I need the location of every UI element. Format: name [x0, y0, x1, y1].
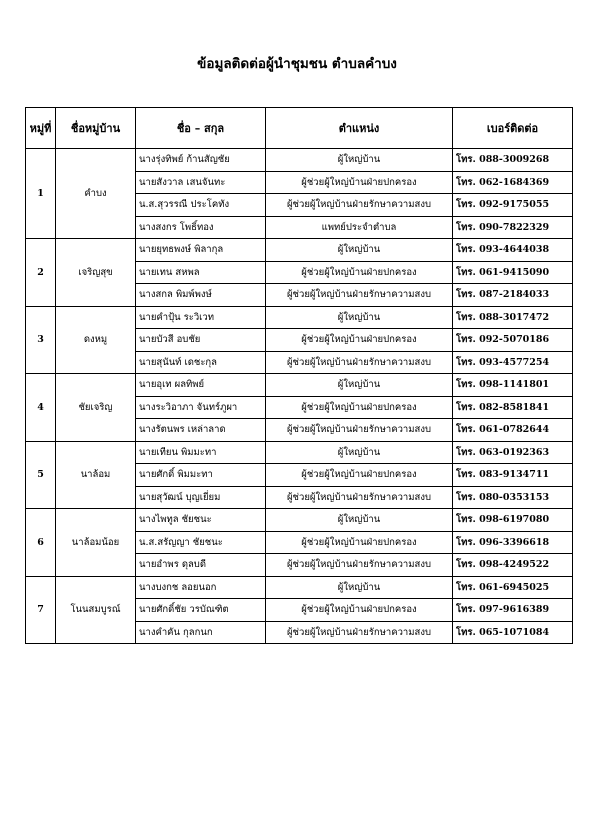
header-full-name: ชื่อ – สกุล [136, 108, 266, 149]
position-cell: ผู้ใหญ่บ้าน [266, 239, 453, 262]
position-cell: ผู้ช่วยผู้ใหญ่บ้านฝ่ายรักษาความสงบ [266, 284, 453, 307]
position-cell: ผู้ช่วยผู้ใหญ่บ้านฝ่ายปกครอง [266, 396, 453, 419]
position-cell: ผู้ใหญ่บ้าน [266, 374, 453, 397]
position-cell: ผู้ช่วยผู้ใหญ่บ้านฝ่ายรักษาความสงบ [266, 554, 453, 577]
header-position: ตำแหน่ง [266, 108, 453, 149]
phone-cell: โทร. 087-2184033 [453, 284, 573, 307]
moo-number-cell: 6 [26, 509, 56, 577]
position-cell: ผู้ช่วยผู้ใหญ่บ้านฝ่ายปกครอง [266, 171, 453, 194]
person-name-cell: นางระวิอาภา จันทร์ภูผา [136, 396, 266, 419]
village-name-cell: ดงหมู [56, 306, 136, 374]
person-name-cell: นางรัตนพร เหล่าลาด [136, 419, 266, 442]
position-cell: ผู้ใหญ่บ้าน [266, 509, 453, 532]
village-name-cell: นาล้อมน้อย [56, 509, 136, 577]
moo-number-cell: 4 [26, 374, 56, 442]
position-cell: ผู้ช่วยผู้ใหญ่บ้านฝ่ายรักษาความสงบ [266, 194, 453, 217]
position-cell: ผู้ใหญ่บ้าน [266, 576, 453, 599]
phone-cell: โทร. 088-3009268 [453, 149, 573, 172]
phone-cell: โทร. 093-4577254 [453, 351, 573, 374]
person-name-cell: นายสังวาล เสนจันทะ [136, 171, 266, 194]
position-cell: ผู้ช่วยผู้ใหญ่บ้านฝ่ายรักษาความสงบ [266, 621, 453, 644]
person-name-cell: นางบงกช ลอยนอก [136, 576, 266, 599]
person-name-cell: นายคำปุ้น ระวิเวท [136, 306, 266, 329]
person-name-cell: นางคำคัน กุลกนก [136, 621, 266, 644]
position-cell: ผู้ช่วยผู้ใหญ่บ้านฝ่ายรักษาความสงบ [266, 486, 453, 509]
table-body [26, 149, 573, 644]
table-row [26, 149, 573, 172]
phone-cell: โทร. 080-0353153 [453, 486, 573, 509]
phone-cell: โทร. 098-6197080 [453, 509, 573, 532]
phone-cell: โทร. 061-6945025 [453, 576, 573, 599]
phone-cell: โทร. 097-9616389 [453, 599, 573, 622]
position-cell: ผู้ช่วยผู้ใหญ่บ้านฝ่ายรักษาความสงบ [266, 351, 453, 374]
person-name-cell: นางสกล พิมพ์พงษ์ [136, 284, 266, 307]
position-cell: ผู้ช่วยผู้ใหญ่บ้านฝ่ายปกครอง [266, 261, 453, 284]
contacts-table [25, 107, 573, 644]
moo-number-cell: 7 [26, 576, 56, 644]
person-name-cell: นายอุเท ผลทิพย์ [136, 374, 266, 397]
table-row [26, 306, 573, 329]
person-name-cell: น.ส.สุวรรณี ประโคทัง [136, 194, 266, 217]
person-name-cell: นายยุทธพงษ์ พิลากุล [136, 239, 266, 262]
person-name-cell: น.ส.สรัญญา ชัยชนะ [136, 531, 266, 554]
position-cell: ผู้ช่วยผู้ใหญ่บ้านฝ่ายปกครอง [266, 464, 453, 487]
phone-cell: โทร. 063-0192363 [453, 441, 573, 464]
phone-cell: โทร. 098-1141801 [453, 374, 573, 397]
table-row [26, 441, 573, 464]
page-title: ข้อมูลติดต่อผู้นำชุมชน ตำบลคำบง [197, 56, 397, 72]
person-name-cell: นายศักดิ์ พิมมะทา [136, 464, 266, 487]
person-name-cell: นางไพทูล ชัยชนะ [136, 509, 266, 532]
person-name-cell: นายเทียน พิมมะทา [136, 441, 266, 464]
position-cell: ผู้ช่วยผู้ใหญ่บ้านฝ่ายปกครอง [266, 531, 453, 554]
person-name-cell: นายเทน สหพล [136, 261, 266, 284]
phone-cell: โทร. 061-0782644 [453, 419, 573, 442]
moo-number-cell: 5 [26, 441, 56, 509]
village-name-cell: เจริญสุข [56, 239, 136, 307]
phone-cell: โทร. 062-1684369 [453, 171, 573, 194]
table-row [26, 239, 573, 262]
village-name-cell: ชัยเจริญ [56, 374, 136, 442]
person-name-cell: นายบัวสี อบชัย [136, 329, 266, 352]
position-cell: ผู้ช่วยผู้ใหญ่บ้านฝ่ายปกครอง [266, 329, 453, 352]
person-name-cell: นายสุนันท์ เดชะกุล [136, 351, 266, 374]
phone-cell: โทร. 098-4249522 [453, 554, 573, 577]
position-cell: ผู้ช่วยผู้ใหญ่บ้านฝ่ายรักษาความสงบ [266, 419, 453, 442]
village-name-cell: โนนสมบูรณ์ [56, 576, 136, 644]
phone-cell: โทร. 096-3396618 [453, 531, 573, 554]
village-name-cell: นาล้อม [56, 441, 136, 509]
phone-cell: โทร. 083-9134711 [453, 464, 573, 487]
person-name-cell: นายสุวัฒน์ บุญเยี่ยม [136, 486, 266, 509]
header-moo-no: หมู่ที่ [26, 108, 56, 149]
position-cell: ผู้ใหญ่บ้าน [266, 306, 453, 329]
position-cell: แพทย์ประจำตำบล [266, 216, 453, 239]
phone-cell: โทร. 088-3017472 [453, 306, 573, 329]
table-row [26, 509, 573, 532]
phone-cell: โทร. 092-5070186 [453, 329, 573, 352]
phone-cell: โทร. 065-1071084 [453, 621, 573, 644]
person-name-cell: นายอำพร ดุลบดี [136, 554, 266, 577]
position-cell: ผู้ช่วยผู้ใหญ่บ้านฝ่ายปกครอง [266, 599, 453, 622]
table-header-row [26, 108, 573, 149]
person-name-cell: นางรุ่งทิพย์ ก้านสัญชัย [136, 149, 266, 172]
village-name-cell: คำบง [56, 149, 136, 239]
table-row [26, 576, 573, 599]
phone-cell: โทร. 092-9175055 [453, 194, 573, 217]
phone-cell: โทร. 093-4644038 [453, 239, 573, 262]
phone-cell: โทร. 090-7822329 [453, 216, 573, 239]
phone-cell: โทร. 082-8581841 [453, 396, 573, 419]
header-phone: เบอร์ติดต่อ [453, 108, 573, 149]
person-name-cell: นางสงกร โพธิ์ทอง [136, 216, 266, 239]
position-cell: ผู้ใหญ่บ้าน [266, 441, 453, 464]
phone-cell: โทร. 061-9415090 [453, 261, 573, 284]
moo-number-cell: 2 [26, 239, 56, 307]
moo-number-cell: 1 [26, 149, 56, 239]
person-name-cell: นายศักดิ์ชัย วรบัณฑิต [136, 599, 266, 622]
table-row [26, 374, 573, 397]
position-cell: ผู้ใหญ่บ้าน [266, 149, 453, 172]
header-village-name: ชื่อหมู่บ้าน [56, 108, 136, 149]
moo-number-cell: 3 [26, 306, 56, 374]
